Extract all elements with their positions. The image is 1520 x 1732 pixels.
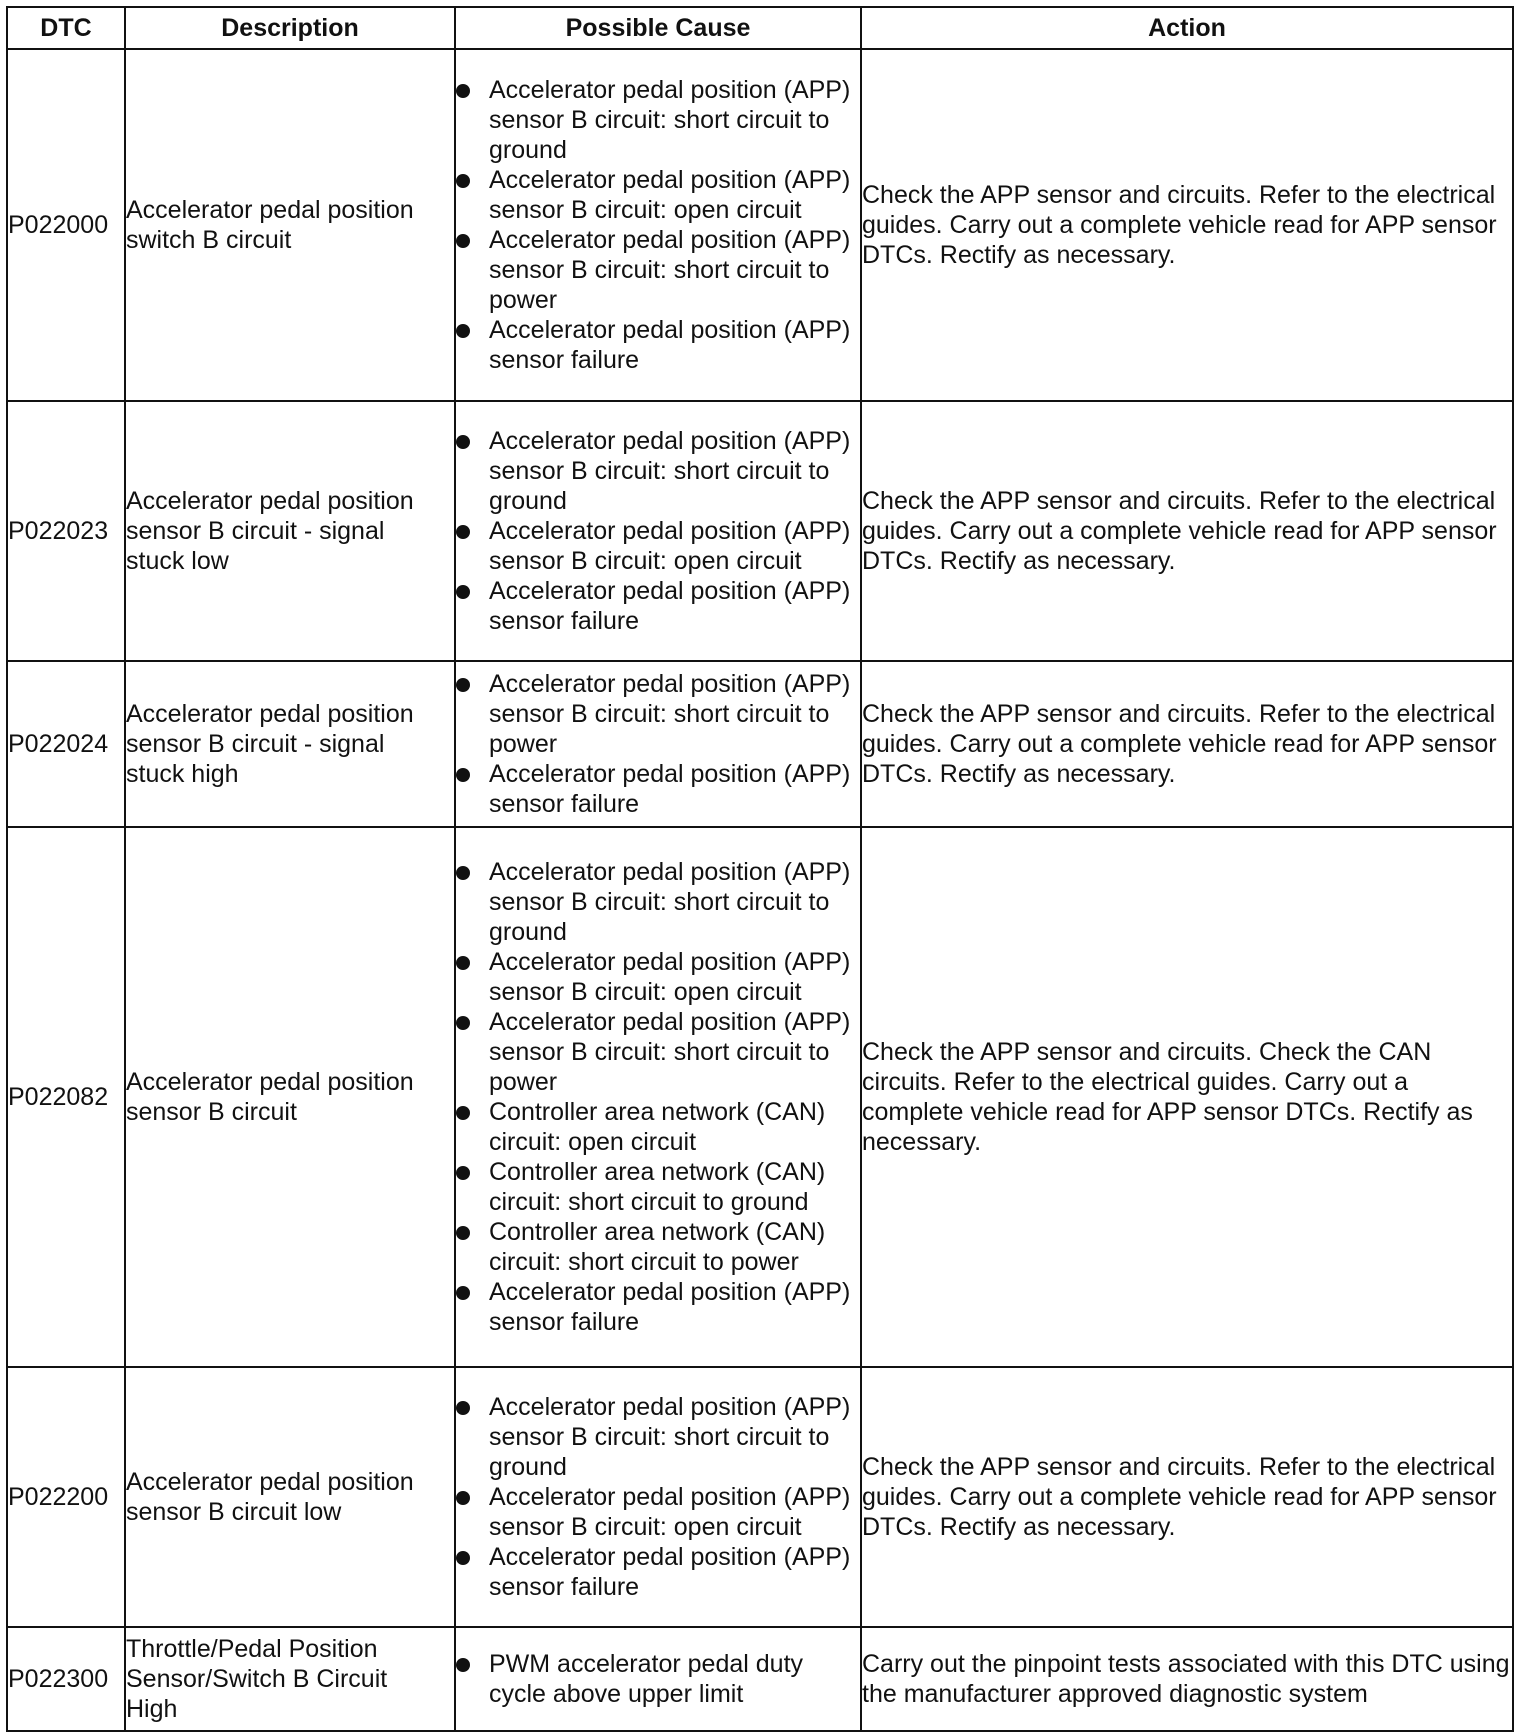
dtc-description: [125, 1627, 455, 1731]
action-cell: [861, 827, 1513, 1367]
bullet-icon: [456, 1551, 470, 1565]
description-text: Accelerator pedal position sensor B circuit low: [126, 1468, 414, 1526]
bullet-icon: [456, 525, 470, 539]
cause-item: [456, 759, 860, 819]
cause-text: Accelerator pedal position (APP) sensor failure: [489, 760, 851, 818]
possible-cause-cell: [455, 827, 861, 1367]
table-row: [7, 827, 1513, 1367]
action-text: Check the APP sensor and circuits. Check the CAN circuits. Refer to the electrical guides. Carry out a complete vehicle read for APP sensor DTCs. Rectify as necessary.: [862, 1038, 1473, 1156]
bullet-icon: [456, 84, 470, 98]
bullet-icon: [456, 956, 470, 970]
action-cell: [861, 401, 1513, 661]
table-header-row: [7, 7, 1513, 49]
action-text: Check the APP sensor and circuits. Refer to the electrical guides. Carry out a complete vehicle read for APP sensor DTCs. Rectify as necessary.: [862, 181, 1497, 269]
bullet-icon: [456, 1658, 470, 1672]
cause-list: [456, 1649, 860, 1709]
cause-item: [456, 315, 860, 375]
cause-text: Accelerator pedal position (APP) sensor B circuit: open circuit: [489, 517, 851, 575]
table-row: [7, 1627, 1513, 1731]
action-text: Carry out the pinpoint tests associated with this DTC using the manufacturer approved diagnostic system: [862, 1650, 1510, 1708]
cause-list: [456, 857, 860, 1337]
cause-text: Accelerator pedal position (APP) sensor B circuit: short circuit to ground: [489, 1393, 851, 1481]
bullet-icon: [456, 234, 470, 248]
table-row: [7, 401, 1513, 661]
table-row: [7, 1367, 1513, 1627]
cause-list: [456, 426, 860, 636]
cause-text: Accelerator pedal position (APP) sensor B circuit: open circuit: [489, 166, 851, 224]
dtc-code: P022023: [7, 401, 125, 661]
cause-item: [456, 426, 860, 516]
dtc-code: P022200: [7, 1367, 125, 1627]
cause-text: Accelerator pedal position (APP) sensor failure: [489, 1278, 851, 1336]
action-cell: [861, 1627, 1513, 1731]
dtc-table-wrapper: [6, 6, 1514, 1732]
cause-item: [456, 1482, 860, 1542]
cause-list: [456, 1392, 860, 1602]
cause-text: Accelerator pedal position (APP) sensor failure: [489, 577, 851, 635]
description-text: Accelerator pedal position switch B circuit: [126, 196, 414, 254]
cause-item: [456, 1392, 860, 1482]
cause-text: Controller area network (CAN) circuit: short circuit to power: [489, 1218, 826, 1276]
cause-text: Controller area network (CAN) circuit: open circuit: [489, 1098, 826, 1156]
action-cell: [861, 1367, 1513, 1627]
cause-item: [456, 1007, 860, 1097]
bullet-icon: [456, 866, 470, 880]
description-text: Accelerator pedal position sensor B circuit - signal stuck high: [126, 700, 414, 788]
bullet-icon: [456, 1401, 470, 1415]
cause-item: [456, 1217, 860, 1277]
cause-item: [456, 857, 860, 947]
action-text: Check the APP sensor and circuits. Refer to the electrical guides. Carry out a complete vehicle read for APP sensor DTCs. Rectify as necessary.: [862, 487, 1497, 575]
cause-text: Accelerator pedal position (APP) sensor B circuit: short circuit to power: [489, 1008, 851, 1096]
description-text: Accelerator pedal position sensor B circuit: [126, 1068, 414, 1126]
bullet-icon: [456, 174, 470, 188]
bullet-icon: [456, 585, 470, 599]
cause-text: Accelerator pedal position (APP) sensor B circuit: short circuit to ground: [489, 76, 851, 164]
header-dtc: DTC: [7, 7, 125, 49]
possible-cause-cell: [455, 1627, 861, 1731]
dtc-description: [125, 401, 455, 661]
bullet-icon: [456, 1106, 470, 1120]
dtc-description: [125, 1367, 455, 1627]
table-body: [7, 49, 1513, 1731]
table-row: [7, 49, 1513, 401]
cause-item: [456, 947, 860, 1007]
dtc-code: P022300: [7, 1627, 125, 1731]
dtc-code: P022024: [7, 661, 125, 827]
action-text: Check the APP sensor and circuits. Refer to the electrical guides. Carry out a complete vehicle read for APP sensor DTCs. Rectify as necessary.: [862, 1453, 1497, 1541]
cause-item: [456, 75, 860, 165]
description-text: Accelerator pedal position sensor B circuit - signal stuck low: [126, 487, 414, 575]
cause-item: [456, 1277, 860, 1337]
header-possible-cause: Possible Cause: [455, 7, 861, 49]
dtc-description: [125, 49, 455, 401]
table-row: [7, 661, 1513, 827]
action-text: Check the APP sensor and circuits. Refer to the electrical guides. Carry out a complete vehicle read for APP sensor DTCs. Rectify as necessary.: [862, 700, 1497, 788]
cause-text: Accelerator pedal position (APP) sensor B circuit: short circuit to ground: [489, 858, 851, 946]
cause-list: [456, 75, 860, 375]
cause-item: [456, 1542, 860, 1602]
dtc-code: P022000: [7, 49, 125, 401]
cause-item: [456, 1097, 860, 1157]
cause-item: [456, 225, 860, 315]
dtc-description: [125, 827, 455, 1367]
cause-item: [456, 1649, 860, 1709]
action-cell: [861, 49, 1513, 401]
cause-item: [456, 576, 860, 636]
cause-text: PWM accelerator pedal duty cycle above upper limit: [489, 1650, 804, 1708]
header-action: Action: [861, 7, 1513, 49]
dtc-table: [6, 6, 1514, 1732]
cause-text: Accelerator pedal position (APP) sensor failure: [489, 316, 851, 374]
bullet-icon: [456, 324, 470, 338]
bullet-icon: [456, 1166, 470, 1180]
description-text: Throttle/Pedal Position Sensor/Switch B Circuit High: [126, 1635, 388, 1723]
cause-text: Controller area network (CAN) circuit: short circuit to ground: [489, 1158, 826, 1216]
cause-list: [456, 669, 860, 819]
dtc-code: P022082: [7, 827, 125, 1367]
possible-cause-cell: [455, 401, 861, 661]
possible-cause-cell: [455, 1367, 861, 1627]
cause-text: Accelerator pedal position (APP) sensor B circuit: short circuit to power: [489, 670, 851, 758]
cause-text: Accelerator pedal position (APP) sensor B circuit: short circuit to ground: [489, 427, 851, 515]
bullet-icon: [456, 1286, 470, 1300]
dtc-description: [125, 661, 455, 827]
cause-item: [456, 165, 860, 225]
possible-cause-cell: [455, 661, 861, 827]
bullet-icon: [456, 1226, 470, 1240]
bullet-icon: [456, 768, 470, 782]
cause-text: Accelerator pedal position (APP) sensor B circuit: open circuit: [489, 1483, 851, 1541]
cause-text: Accelerator pedal position (APP) sensor B circuit: open circuit: [489, 948, 851, 1006]
cause-item: [456, 669, 860, 759]
cause-text: Accelerator pedal position (APP) sensor failure: [489, 1543, 851, 1601]
cause-item: [456, 516, 860, 576]
possible-cause-cell: [455, 49, 861, 401]
bullet-icon: [456, 678, 470, 692]
action-cell: [861, 661, 1513, 827]
bullet-icon: [456, 435, 470, 449]
header-description: Description: [125, 7, 455, 49]
cause-text: Accelerator pedal position (APP) sensor B circuit: short circuit to power: [489, 226, 851, 314]
bullet-icon: [456, 1491, 470, 1505]
bullet-icon: [456, 1016, 470, 1030]
cause-item: [456, 1157, 860, 1217]
